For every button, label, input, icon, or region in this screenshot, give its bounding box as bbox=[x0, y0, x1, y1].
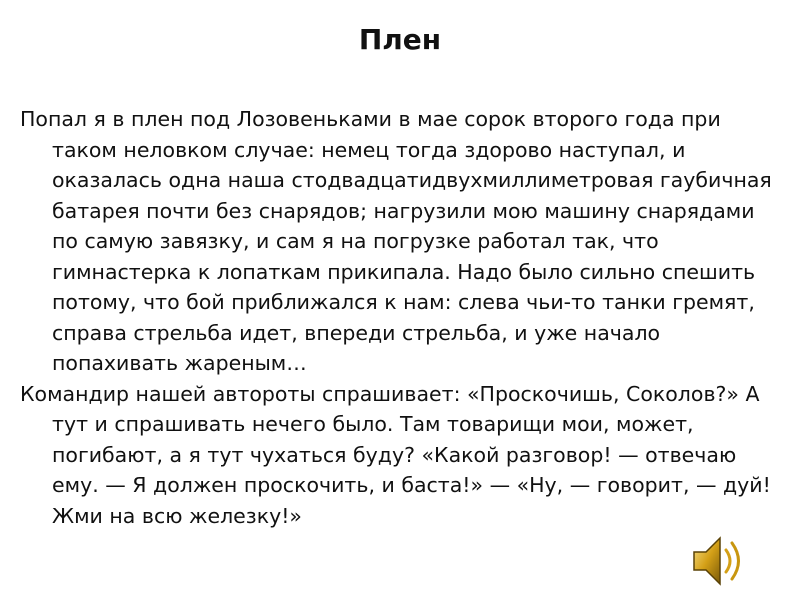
speaker-icon-graphic bbox=[690, 530, 746, 592]
paragraph-1: Попал я в плен под Лозовеньками в мае сорок второго года при таком неловком случае: немец тогда здорово наступал, и оказалась одна наша стодвадцатидвухмиллиметровая гаубичная батарея почти без снарядов; нагрузили мою машину снарядами по самую завязку, и сам я на погрузке работал так, что гимнастерка к лопаткам прикипала. Надо было сильно спешить потому, что бой приближался к нам: слева чьи-то танки гремят, справа стрельба идет, впереди стрельба, и уже начало попахивать жареным… bbox=[20, 107, 772, 375]
slide-body bbox=[20, 104, 782, 531]
speaker-icon[interactable] bbox=[690, 530, 746, 592]
slide-title: Плен bbox=[358, 23, 442, 56]
paragraph-2: Командир нашей автороты спрашивает: «Проскочишь, Соколов?» А тут и спрашивать нечего было. Там товарищи мои, может, погибают, а я тут чухаться буду? «Какой разговор! — отвечаю ему. — Я должен проскочить, и баста!» — «Ну, — говорит, — дуй! Жми на всю железку!» bbox=[20, 381, 771, 528]
